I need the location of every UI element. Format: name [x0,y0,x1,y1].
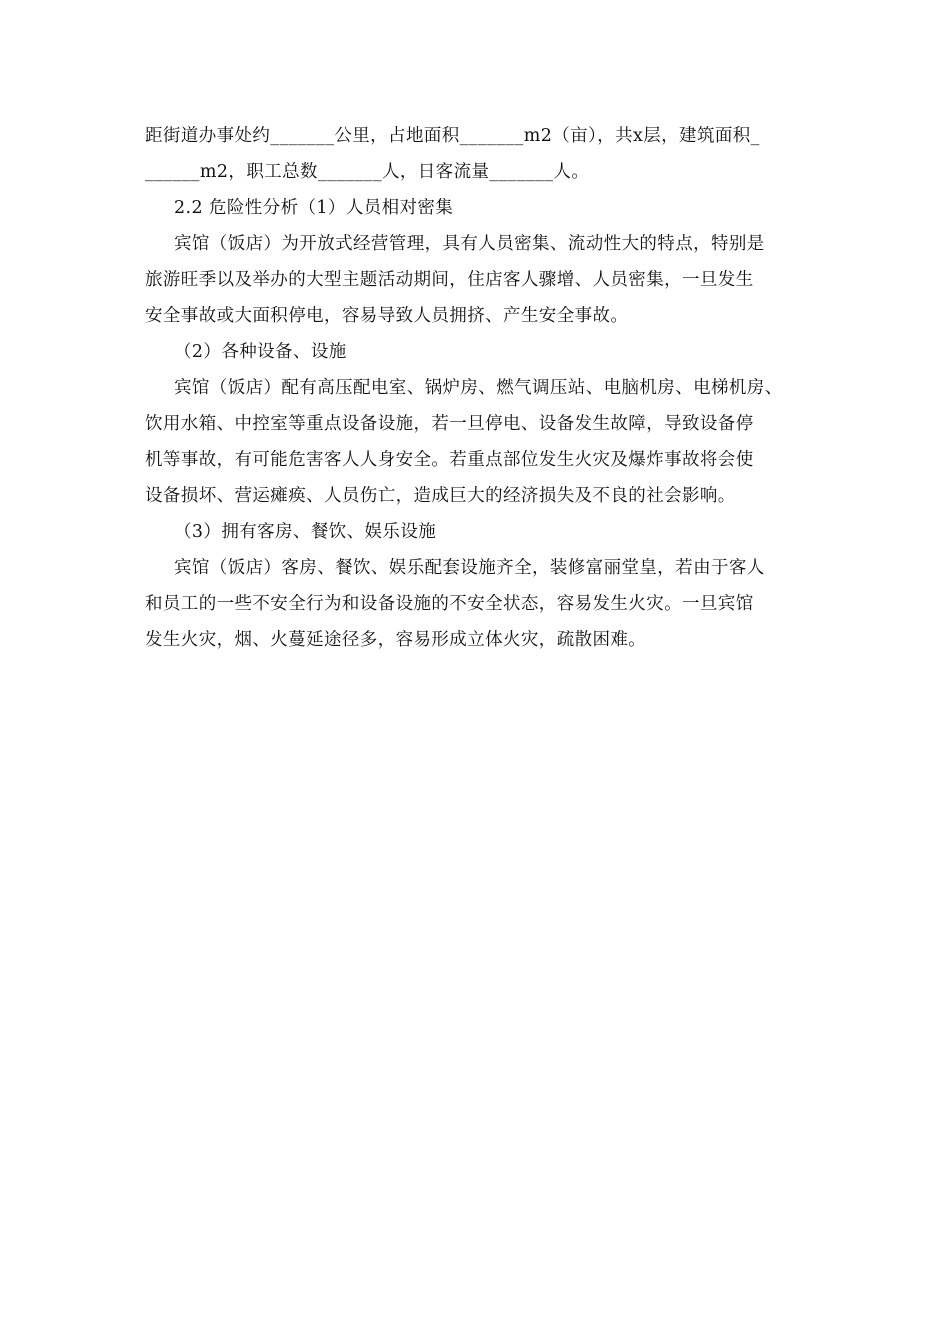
paragraph-first-line: 宾馆（饭店）客房、餐饮、娱乐配套设施齐全，装修富丽堂皇，若由于客人 [174,558,765,578]
paragraph-first-line: 宾馆（饭店）配有高压配电室、锅炉房、燃气调压站、电脑机房、电梯机房、 [174,378,783,398]
text-line: 距街道办事处约_______公里，占地面积_______m2（亩），共x层，建筑面积_ [145,126,760,146]
paragraph-first-line: 宾馆（饭店）为开放式经营管理，具有人员密集、流动性大的特点，特别是 [174,234,765,254]
text-line: 机等事故，有可能危害客人人身安全。若重点部位发生火灾及爆炸事故将会使 [145,450,754,470]
subsection-heading: （3）拥有客房、餐饮、娱乐设施 [174,522,437,542]
subsection-heading: （2）各种设备、设施 [174,342,347,362]
text-line: 旅游旺季以及举办的大型主题活动期间，住店客人骤增、人员密集，一旦发生 [145,270,754,290]
text-line: 设备损坏、营运瘫痪、人员伤亡，造成巨大的经济损失及不良的社会影响。 [145,486,736,506]
text-line: 饮用水箱、中控室等重点设备设施，若一旦停电、设备发生故障，导致设备停 [145,414,754,434]
text-line: ______m2，职工总数_______人，日客流量_______人。 [145,162,590,182]
document-body [145,118,835,658]
section-heading: 2.2 危险性分析（1）人员相对密集 [174,198,454,218]
text-line: 发生火灾，烟、火蔓延途径多，容易形成立体火灾，疏散困难。 [145,630,647,650]
text-line: 和员工的一些不安全行为和设备设施的不安全状态，容易发生火灾。一旦宾馆 [145,594,754,614]
text-line: 安全事故或大面积停电，容易导致人员拥挤、产生安全事故。 [145,306,629,326]
